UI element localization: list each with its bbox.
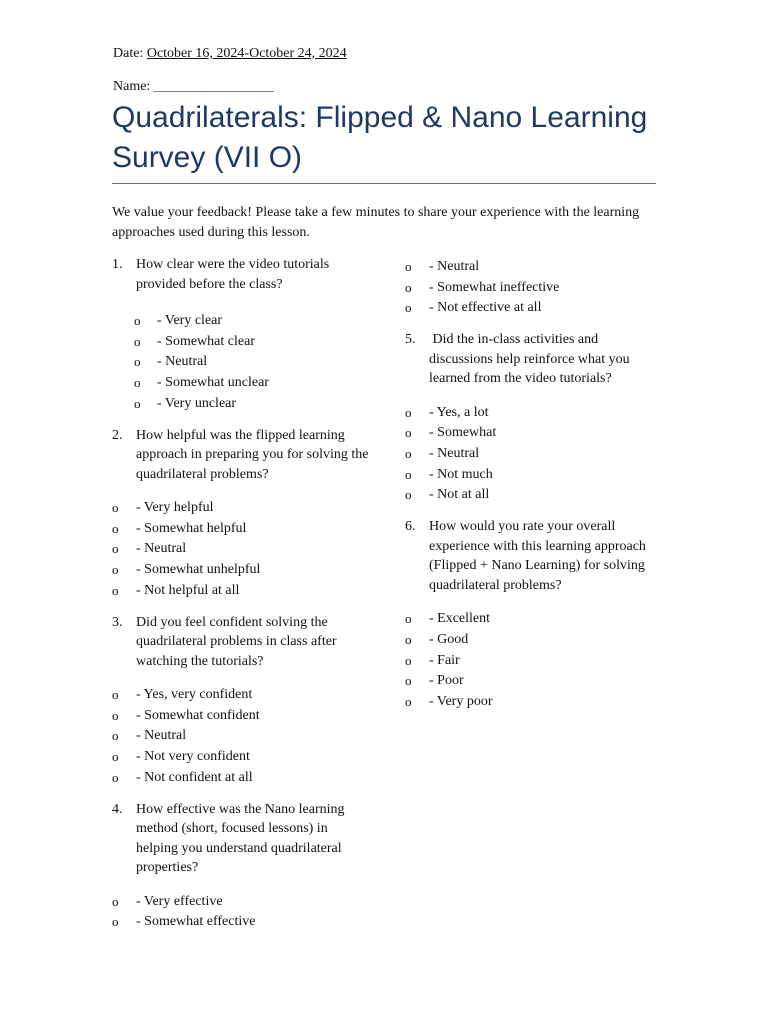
option-item[interactable] xyxy=(112,539,372,560)
question-text: How clear were the video tutorials provided before the class? xyxy=(136,257,330,292)
option-item[interactable] xyxy=(112,498,372,519)
radio-circle-icon[interactable]: o xyxy=(405,487,412,503)
option-label: - Not effective at all xyxy=(429,300,542,316)
option-item[interactable] xyxy=(405,423,665,444)
radio-circle-icon[interactable]: o xyxy=(112,728,119,744)
question-4-options xyxy=(112,892,372,933)
option-label: - Not helpful at all xyxy=(136,582,240,598)
radio-circle-icon[interactable]: o xyxy=(112,541,119,557)
option-item[interactable] xyxy=(405,465,665,486)
option-label: - Very clear xyxy=(157,313,223,328)
radio-circle-icon[interactable]: o xyxy=(405,446,412,462)
question-number: 4. xyxy=(112,801,123,817)
radio-circle-icon[interactable]: o xyxy=(405,300,412,316)
option-item[interactable] xyxy=(405,692,665,713)
radio-circle-icon[interactable]: o xyxy=(405,425,412,441)
option-item[interactable] xyxy=(112,892,372,913)
option-label: - Yes, a lot xyxy=(429,404,489,420)
option-label: - Somewhat helpful xyxy=(136,520,247,536)
option-item[interactable] xyxy=(112,519,372,540)
question-2-options xyxy=(112,498,372,602)
option-label: - Not much xyxy=(429,466,493,482)
left-column xyxy=(112,255,372,933)
radio-circle-icon[interactable]: o xyxy=(405,652,412,668)
radio-circle-icon[interactable]: o xyxy=(112,582,119,598)
question-5-options xyxy=(405,403,665,507)
option-item[interactable] xyxy=(112,768,372,789)
option-label: - Not at all xyxy=(429,487,490,503)
radio-circle-icon[interactable]: o xyxy=(112,707,119,723)
right-column xyxy=(405,257,665,713)
option-label: - Neutral xyxy=(136,728,187,744)
option-item[interactable] xyxy=(112,373,372,394)
option-item[interactable] xyxy=(405,671,665,692)
radio-circle-icon[interactable]: o xyxy=(405,631,412,647)
option-label: - Fair xyxy=(429,652,460,668)
question-number: 5. xyxy=(405,332,416,348)
question-text: How would you rate your overall experience with this learning approach (Flipped + Nano Learning) for solving quadrilateral problems? xyxy=(429,519,646,593)
option-label: - Very unclear xyxy=(157,395,237,411)
radio-circle-icon[interactable]: o xyxy=(405,259,412,274)
option-label: - Neutral xyxy=(429,259,480,274)
question-6 xyxy=(405,517,665,595)
option-item[interactable] xyxy=(405,257,665,278)
option-label: - Neutral xyxy=(429,446,480,462)
radio-circle-icon[interactable]: o xyxy=(112,749,119,765)
option-item[interactable] xyxy=(112,581,372,602)
option-label: - Somewhat ineffective xyxy=(429,279,560,295)
radio-circle-icon[interactable]: o xyxy=(112,562,119,578)
date-line xyxy=(113,46,347,62)
option-item[interactable] xyxy=(405,630,665,651)
question-2 xyxy=(112,426,372,485)
radio-circle-icon[interactable]: o xyxy=(405,279,412,295)
radio-circle-icon[interactable]: o xyxy=(405,611,412,627)
option-item[interactable] xyxy=(405,298,665,319)
option-label: - Not confident at all xyxy=(136,769,253,785)
radio-circle-icon[interactable]: o xyxy=(134,333,141,349)
radio-circle-icon[interactable]: o xyxy=(405,466,412,482)
option-item[interactable] xyxy=(112,311,372,332)
question-text: Did you feel confident solving the quadrilateral problems in class after watching the tutorials? xyxy=(136,614,337,669)
option-item[interactable] xyxy=(112,560,372,581)
option-label: - Very effective xyxy=(136,893,223,909)
name-label: Name: xyxy=(113,79,151,94)
radio-circle-icon[interactable]: o xyxy=(405,404,412,420)
date-label: Date: xyxy=(113,46,144,61)
option-item[interactable] xyxy=(405,485,665,506)
option-label: - Poor xyxy=(429,673,464,689)
option-label: - Somewhat unhelpful xyxy=(136,562,261,578)
option-label: - Somewhat unclear xyxy=(157,375,269,391)
question-text: How effective was the Nano learning method (short, focused lessons) in helping you understand quadrilateral properties? xyxy=(136,801,345,876)
option-label: - Somewhat xyxy=(429,425,497,441)
question-5 xyxy=(405,330,665,389)
radio-circle-icon[interactable]: o xyxy=(405,673,412,689)
option-item[interactable] xyxy=(112,685,372,706)
option-item[interactable] xyxy=(405,278,665,299)
radio-circle-icon[interactable]: o xyxy=(405,693,412,709)
option-item[interactable] xyxy=(405,651,665,672)
question-number: 2. xyxy=(112,427,123,443)
option-label: - Very poor xyxy=(429,693,493,709)
option-label: - Very helpful xyxy=(136,500,214,516)
question-4-options-continued xyxy=(405,257,665,319)
option-item[interactable] xyxy=(112,706,372,727)
option-item[interactable] xyxy=(405,403,665,424)
radio-circle-icon[interactable]: o xyxy=(134,354,141,370)
title-divider xyxy=(112,183,656,184)
option-label: - Excellent xyxy=(429,611,491,627)
option-item[interactable] xyxy=(405,609,665,630)
radio-circle-icon[interactable]: o xyxy=(112,520,119,536)
question-4 xyxy=(112,800,372,878)
option-label: - Somewhat clear xyxy=(157,333,255,349)
question-3 xyxy=(112,613,372,672)
intro-text: We value your feedback! Please take a few minutes to share your experience with the learning approaches used during this lesson. xyxy=(112,205,640,240)
option-label: - Neutral xyxy=(136,541,187,557)
date-value: October 16, 2024-October 24, 2024 xyxy=(146,46,347,61)
option-label: - Good xyxy=(429,631,469,647)
question-text: Did the in-class activities and discussions help reinforce what you learned from the video tutorials? xyxy=(429,332,634,387)
question-number: 1. xyxy=(112,257,123,272)
option-label: - Neutral xyxy=(157,354,208,370)
radio-circle-icon[interactable]: o xyxy=(112,893,119,909)
option-item[interactable] xyxy=(112,352,372,373)
question-1-options xyxy=(112,311,372,415)
option-label: - Somewhat effective xyxy=(136,914,256,930)
radio-circle-icon[interactable]: o xyxy=(134,313,141,328)
option-item[interactable] xyxy=(112,726,372,747)
name-line xyxy=(113,79,274,95)
radio-circle-icon[interactable]: o xyxy=(112,687,119,703)
page-title: Quadrilaterals: Flipped & Nano Learning Survey (VII O) xyxy=(112,101,648,174)
name-blank[interactable]: ________________________ xyxy=(153,82,274,93)
option-label: - Yes, very confident xyxy=(136,687,253,703)
question-6-options xyxy=(405,609,665,713)
option-item[interactable] xyxy=(112,912,372,933)
option-item[interactable] xyxy=(112,332,372,353)
radio-circle-icon[interactable]: o xyxy=(134,375,141,391)
option-label: - Not very confident xyxy=(136,749,250,765)
radio-circle-icon[interactable]: o xyxy=(112,914,119,930)
question-number: 6. xyxy=(405,519,416,535)
question-number: 3. xyxy=(112,614,123,630)
option-label: - Somewhat confident xyxy=(136,707,260,723)
option-item[interactable] xyxy=(405,444,665,465)
radio-circle-icon[interactable]: o xyxy=(112,500,119,516)
radio-circle-icon[interactable]: o xyxy=(112,769,119,785)
question-3-options xyxy=(112,685,372,789)
option-item[interactable] xyxy=(112,747,372,768)
question-text: How helpful was the flipped learning approach in preparing you for solving the quadrilateral problems? xyxy=(136,427,369,482)
option-item[interactable] xyxy=(112,394,372,415)
radio-circle-icon[interactable]: o xyxy=(134,395,141,411)
question-1 xyxy=(112,255,372,294)
